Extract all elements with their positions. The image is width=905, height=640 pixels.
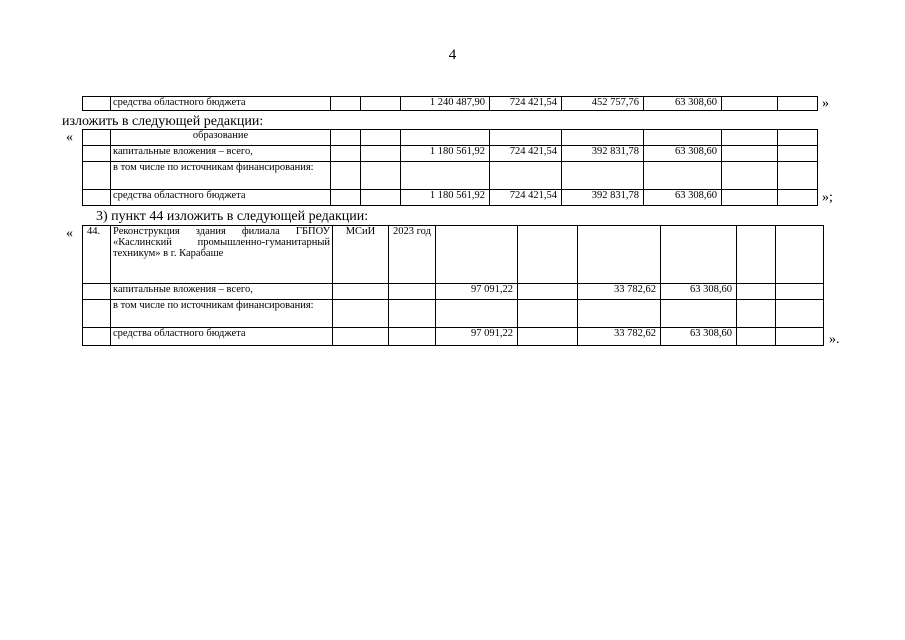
value-cell: 392 831,78 [562, 190, 644, 206]
item-name: Реконструкция здания филиала ГБПОУ «Каслинский промышленно-гуманитарный техникум» в г. Карабаше [111, 226, 333, 284]
value-cell: 97 091,22 [436, 284, 518, 300]
table-row [83, 130, 818, 146]
value-cell: 63 308,60 [661, 284, 737, 300]
value-cell: 33 782,62 [578, 284, 661, 300]
value-cell: 724 421,54 [490, 190, 562, 206]
table-row [83, 97, 818, 111]
instruction-text: 3) пункт 44 изложить в следующей редакции: [96, 209, 369, 224]
row-label: капитальные вложения – всего, [111, 146, 331, 162]
row-label: средства областного бюджета [111, 328, 333, 346]
row-label: капитальные вложения – всего, [111, 284, 333, 300]
table-middle [82, 129, 818, 206]
table-bottom [82, 225, 824, 346]
value-cell: 452 757,76 [562, 97, 644, 111]
value-cell: 63 308,60 [644, 146, 722, 162]
table-row [83, 146, 818, 162]
table-row [83, 300, 824, 328]
opening-quote: « [66, 130, 73, 145]
instruction-text: изложить в следующей редакции: [62, 114, 264, 129]
page-number: 4 [448, 47, 457, 63]
value-cell: 392 831,78 [562, 146, 644, 162]
row-label: в том числе по источникам финансирования: [111, 162, 331, 190]
value-cell: 1 240 487,90 [401, 97, 490, 111]
table-row [83, 284, 824, 300]
table-top [82, 96, 818, 111]
table-row [83, 226, 824, 284]
row-label: в том числе по источникам финансирования: [111, 300, 333, 328]
table-row [83, 162, 818, 190]
table-row [83, 328, 824, 346]
closing-quote: »; [822, 190, 833, 205]
value-cell: 1 180 561,92 [401, 146, 490, 162]
row-label: средства областного бюджета [111, 97, 331, 111]
row-label: средства областного бюджета [111, 190, 331, 206]
organization-cell: МСиИ [333, 226, 389, 284]
value-cell: 724 421,54 [490, 146, 562, 162]
table-row [83, 190, 818, 206]
value-cell: 63 308,60 [644, 97, 722, 111]
closing-quote: » [822, 96, 829, 111]
section-header: образование [111, 130, 331, 146]
year-cell: 2023 год [389, 226, 436, 284]
item-number: 44. [83, 226, 111, 284]
value-cell: 1 180 561,92 [401, 190, 490, 206]
closing-quote: ». [829, 332, 840, 347]
opening-quote: « [66, 226, 73, 241]
value-cell: 33 782,62 [578, 328, 661, 346]
value-cell: 63 308,60 [644, 190, 722, 206]
value-cell: 63 308,60 [661, 328, 737, 346]
value-cell: 724 421,54 [490, 97, 562, 111]
value-cell: 97 091,22 [436, 328, 518, 346]
